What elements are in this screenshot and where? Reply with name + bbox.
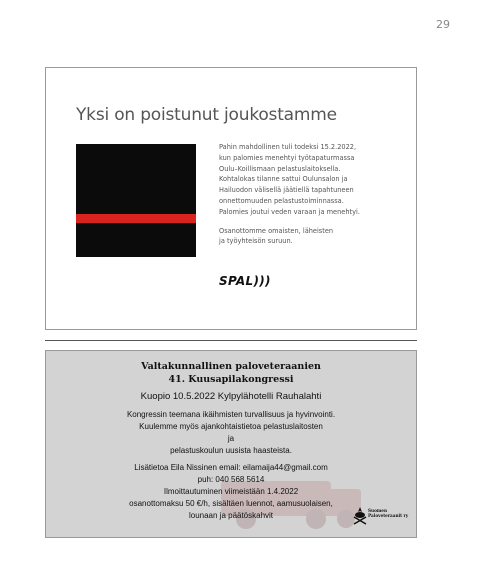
theme-line: Kuulemme myös ajankohtaistietoa pelastuslaitosten [139,422,323,431]
org-name-line: Paloveteraanit ry [368,513,409,518]
theme-line: ja [227,434,235,443]
congress-ad [45,350,417,538]
congress-title-line2: 41. Kuusapilakongressi [168,374,294,385]
theme-line: pelastuskoulun uusista haasteista. [170,446,292,455]
org-name [368,508,412,518]
memorial-line: kun palomies menehtyi työtapaturmassa [219,153,355,162]
registration-line: Ilmoittautuminen viimeistään 1.4.2022 [163,487,299,496]
memorial-ad [45,67,417,330]
veterans-emblem-icon [353,506,367,526]
org-name-line: Suomen [368,508,388,513]
contact-line: Lisätietoa Eila Nissinen email: eilamaija44@gmail.com [134,463,328,472]
condolence-line: Osanottomme omaisten, läheisten [219,226,334,235]
page-number: 29 [436,18,450,31]
memorial-line: Palomies joutui veden varaan ja menehtyi. [219,207,360,216]
memorial-text [219,142,409,247]
fee-line: lounaan ja päätöskahvit [188,511,274,520]
spal-logo: SPAL))) [219,274,271,288]
memorial-line: Kohtalokas tilanne sattui Oulunsalon ja [219,175,348,184]
memorial-line: Pahin mahdollinen tuli todeksi 15.2.2022, [219,143,357,151]
phone-line: puh: 040 568 5614 [197,475,265,484]
condolence-line: ja työyhteisön suruun. [219,237,293,246]
memorial-title: Yksi on poistunut joukostamme [76,105,337,125]
congress-location: Kuopio 10.5.2022 Kylpylähotelli Rauhalahti [140,391,322,402]
congress-title-line1: Valtakunnallinen paloveteraanien [141,361,321,372]
memorial-line: onnettomuuden pelastustoiminnassa. [219,196,344,205]
mourning-band-graphic [76,144,196,257]
fee-line: osanottomaksu 50 €/h, sisältäen luennot, aamusuolaisen, [129,499,333,508]
memorial-line: Hailuodon välisellä jäätiellä tapahtuneen [219,186,354,195]
memorial-line: Oulu–Koillismaan pelastuslaitoksella. [219,164,341,173]
theme-line: Kongressin teemana ikäihmisten turvallisuus ja hyvinvointi. [126,410,336,419]
red-stripe [76,214,196,223]
section-divider [45,340,417,341]
